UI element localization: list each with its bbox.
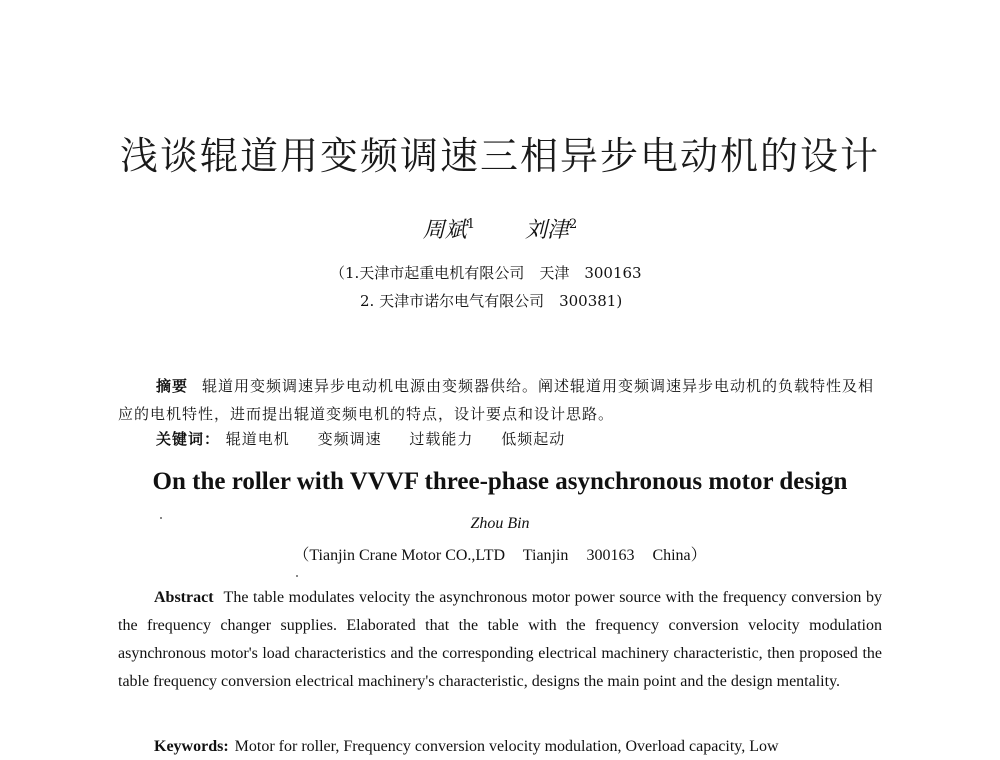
paper-title-en: On the roller with VVVF three-phase asynchronous motor design — [152, 468, 848, 495]
affiliation-en — [0, 542, 1000, 565]
affiliation-cn-line-2: 2. 天津市诺尔电气有限公司 300381) — [360, 292, 623, 310]
keyword-cn: 变频调速 — [317, 430, 382, 448]
keywords-en-label: Keywords: — [154, 738, 229, 755]
affiliation-en-org: Tianjin Crane Motor CO.,LTD — [309, 547, 506, 564]
affiliation-cn-line-1: （1.天津市起重电机有限公司 天津 300163 — [330, 264, 642, 282]
scan-speck — [296, 575, 298, 577]
abstract-en-text: The table modulates velocity the asynchronous motor power source with the frequency conversion by the frequency changer supplies. Elaborated that the table with the frequency conversion velocity modulation asynchronous motor's load characteristics and the corresponding electrical machinery characteristic, then proposed the table frequency conversion electrical machinery's characteristic, designs the main point and the design mentality. — [118, 589, 882, 690]
author-affiliation-marker: 2 — [569, 217, 578, 232]
author-name: 刘津 — [525, 218, 570, 243]
abstract-cn-text: 辊道用变频调速异步电动机电源由变频器供给。阐述辊道用变频调速异步电动机的负载特性及相应的电机特性，进而提出辊道变频电机的特点，设计要点和设计思路。 — [118, 377, 875, 423]
author-name: 周斌 — [422, 218, 467, 243]
abstract-en — [118, 584, 882, 696]
keywords-en — [154, 738, 894, 756]
author-en: Zhou Bin — [470, 515, 530, 532]
keywords-cn — [156, 428, 587, 449]
authors-cn — [0, 213, 1000, 244]
keyword-cn: 低频起动 — [501, 430, 566, 448]
paper-title-cn: 浅谈辊道用变频调速三相异步电动机的设计 — [119, 134, 880, 178]
affiliation-en-country: China — [652, 547, 691, 564]
affiliation-en-city: Tianjin — [522, 547, 569, 564]
abstract-en-label: Abstract — [154, 589, 214, 606]
abstract-cn — [118, 372, 882, 428]
abstract-cn-label: 摘要 — [156, 377, 189, 395]
affiliation-en-open-paren: （ — [293, 547, 310, 564]
affiliation-en-close-paren: ） — [690, 547, 707, 564]
keyword-cn: 辊道电机 — [225, 430, 290, 448]
author-affiliation-marker: 1 — [466, 217, 475, 232]
keywords-cn-label: 关键词： — [156, 430, 221, 448]
keywords-en-text: Motor for roller, Frequency conversion velocity modulation, Overload capacity, Low — [234, 738, 779, 755]
affiliation-en-zip: 300163 — [586, 547, 635, 564]
keyword-cn: 过载能力 — [409, 430, 474, 448]
